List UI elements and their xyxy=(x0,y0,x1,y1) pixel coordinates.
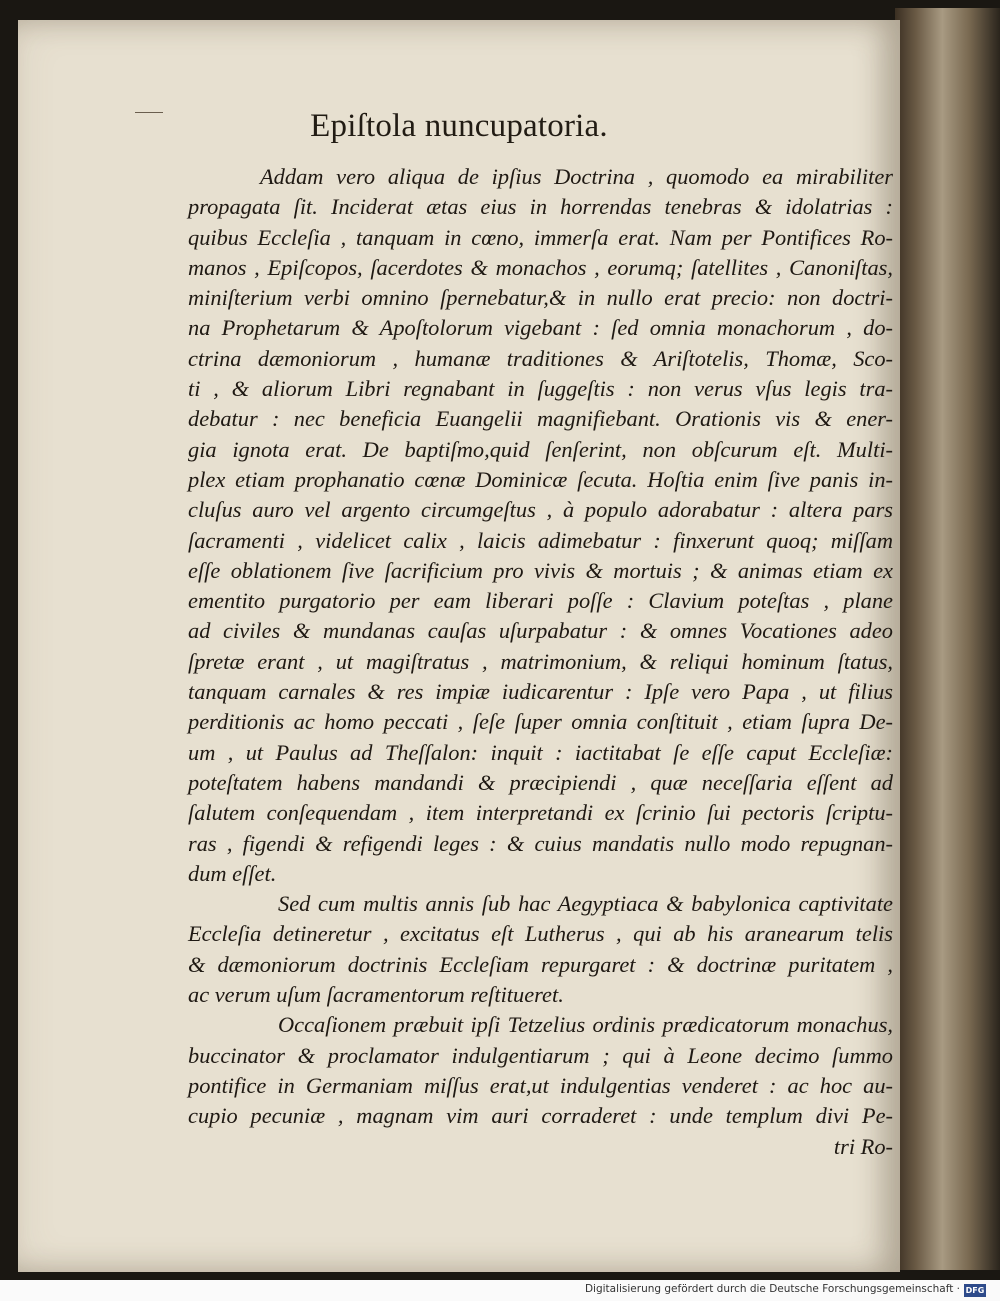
text-line: tri Ro- xyxy=(833,1133,893,1159)
funding-credit: Digitalisierung gefördert durch die Deutsche Forschungsgemeinschaft · xyxy=(584,1283,960,1295)
text-line: ras , figendi & refigendi leges : & cuius mandatis nullo modo repugnan- xyxy=(188,830,893,856)
text-line: ti , & aliorum Libri regnabant in ſuggeſtis : non verus vſus legis tra- xyxy=(188,376,893,402)
text-line: Sed cum multis annis ſub hac Aegyptiaca & babylonica captivitate xyxy=(278,891,893,917)
text-line: pontifice in Germaniam miſſus erat,ut indulgentias venderet : ac hoc au- xyxy=(188,1072,893,1098)
text-line: miniſterium verbi omnino ſpernebatur,& in nullo erat precio: non doctri- xyxy=(188,285,893,311)
text-line: eſſe oblationem ſive ſacrificium pro vivis & mortuis ; & animas etiam ex xyxy=(188,557,893,583)
text-line: ad civiles & mundanas cauſas uſurpabatur : & omnes Vocationes adeo xyxy=(188,618,893,644)
digitization-footer xyxy=(0,1280,1000,1301)
text-line: Occaſionem præbuit ipſi Tetzelius ordinis prædicatorum monachus, xyxy=(278,1012,893,1038)
text-line: ctrina dæmoniorum , humanæ traditiones & Ariſtotelis, Thomæ, Sco- xyxy=(188,345,893,371)
text-line: poteſtatem habens mandandi & præcipiendi , quæ neceſſaria eſſent ad xyxy=(188,769,893,795)
text-line: cupio pecuniæ , magnam vim auri corraderet : unde templum divi Pe- xyxy=(188,1103,893,1129)
text-line: & dæmoniorum doctrinis Eccleſiam repurgaret : & doctrinæ puritatem , xyxy=(188,951,893,977)
text-line: cluſus auro vel argento circumgeſtus , à populo adorabatur : altera pars xyxy=(188,497,893,523)
text-line: ementito purgatorio per eam liberari poſſe : Clavium poteſtas , plane xyxy=(188,588,893,614)
text-line: perditionis ac homo peccati , ſeſe ſuper omnia conſtituit , etiam ſupra De- xyxy=(188,709,893,735)
text-line: propagata ſit. Inciderat ætas eius in horrendas tenebras & idolatrias : xyxy=(188,194,893,220)
text-line: tanquam carnales & res impiæ iudicarentur : Ipſe vero Papa , ut filius xyxy=(188,679,893,705)
dfg-logo-icon: DFG xyxy=(965,1286,985,1295)
text-line: quibus Eccleſia , tanquam in cœno, immerſa erat. Nam per Pontifices Ro- xyxy=(188,224,893,250)
book-page xyxy=(18,20,900,1272)
text-line: manos , Epiſcopos, ſacerdotes & monachos , eorumq; ſatellites , Canoniſtas, xyxy=(188,254,893,280)
text-line: gia ignota erat. De baptiſmo,quid ſenſerint, non obſcurum eſt. Multi- xyxy=(188,436,893,462)
text-line: debatur : nec beneficia Euangelii magnifiebant. Orationis vis & ener- xyxy=(188,406,893,432)
text-line: buccinator & proclamator indulgentiarum ; qui à Leone decimo ſummo xyxy=(188,1042,893,1068)
page-heading: Epiſtola nuncupatoria. xyxy=(310,108,608,144)
text-line: plex etiam prophanatio cœnæ Dominicæ ſecuta. Hoſtia enim ſive panis in- xyxy=(188,466,893,492)
text-line: ſacramenti , videlicet calix , laicis adimebatur : finxerunt quoq; miſſam xyxy=(188,527,893,553)
text-line: Eccleſia detineretur , excitatus eſt Lutherus , qui ab his aranearum telis xyxy=(188,921,893,947)
text-line: ſalutem conſequendam , item interpretandi ex ſcrinio ſui pectoris ſcriptu- xyxy=(188,800,893,826)
book-spine xyxy=(895,8,1000,1270)
text-line: ac verum uſum ſacramentorum reſtitueret. xyxy=(188,982,564,1008)
text-line: ſpretæ erant , ut magiſtratus , matrimonium, & reliqui hominum ſtatus, xyxy=(188,648,893,674)
text-line: um , ut Paulus ad Theſſalon: inquit : iactitabat ſe eſſe caput Eccleſiæ: xyxy=(188,739,893,765)
text-line: dum eſſet. xyxy=(188,860,277,886)
text-line: na Prophetarum & Apoſtolorum vigebant : ſed omnia monachorum , do- xyxy=(188,315,893,341)
text-line: Addam vero aliqua de ipſius Doctrina , quomodo ea mirabiliter xyxy=(260,164,893,189)
body-text xyxy=(188,162,893,1162)
